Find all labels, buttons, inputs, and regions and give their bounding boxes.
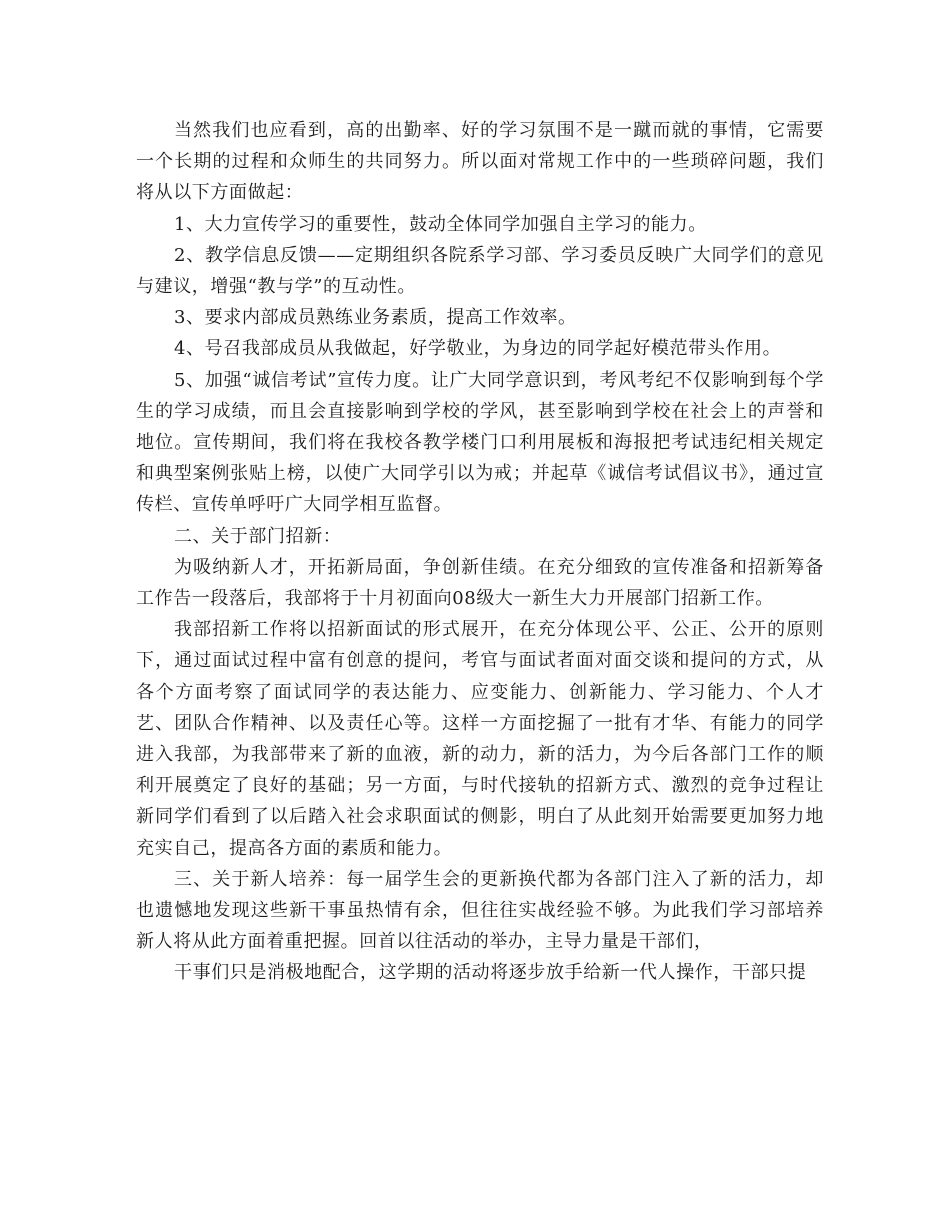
paragraph-training: 三、关于新人培养：每一届学生会的更新换代都为各部门注入了新的活力，却也遗憾地发现这些新干事虽热情有余，但往往实战经验不够。为此我们学习部培养新人将从此方面着重把握。回首以往活动的举办，主导力量是干部们， [136, 868, 824, 953]
paragraph-recruitment-detail: 我部招新工作将以招新面试的形式展开，在充分体现公平、公正、公开的原则下，通过面试过程中富有创意的提问，考官与面试者面对面交谈和提问的方式，从各个方面考察了面试同学的表达能力、应变能力、创新能力、学习能力、个人才艺、团队合作精神、以及责任心等。这样一方面挖掘了一批有才华、有能力的同学进入我部，为我部带来了新的血液，新的动力，新的活力，为今后各部门工作的顺利开展奠定了良好的基础；另一方面，与时代接轨的招新方式、激烈的竞争过程让新同学们看到了以后踏入社会求职面试的侧影，明白了从此刻开始需要更加努力地充实自己，提高各方面的素质和能力。 [136, 619, 824, 859]
paragraph-training-continued: 干事们只是消极地配合，这学期的活动将逐步放手给新一代人操作，干部只提 [174, 962, 807, 984]
paragraph-intro: 当然我们也应看到，高的出勤率、好的学习氛围不是一蹴而就的事情，它需要一个长期的过程和众师生的共同努力。所以面对常规工作中的一些琐碎问题，我们将从以下方面做起： [136, 120, 824, 204]
paragraph-item-5: 5、加强“诚信考试”宣传力度。让广大同学意识到，考风考纪不仅影响到每个学生的学习成绩，而且会直接影响到学校的学风，甚至影响到学校在社会上的声誉和地位。宣传期间，我们将在我校各教学楼门口利用展板和海报把考试违纪相关规定和典型案例张贴上榜，以使广大同学引以为戒；并起草《诚信考试倡议书》，通过宣传栏、宣传单呼吁广大同学相互监督。 [136, 369, 824, 516]
paragraph-item-3: 3、要求内部成员熟练业务素质，提高工作效率。 [174, 307, 577, 329]
paragraph-item-1: 1、大力宣传学习的重要性，鼓动全体同学加强自主学习的能力。 [174, 213, 707, 235]
document-body [136, 115, 824, 989]
paragraph-item-2: 2、教学信息反馈——定期组织各院系学习部、学习委员反映广大同学们的意见与建议，增强“教与学”的互动性。 [136, 244, 824, 298]
section-heading-recruitment: 二、关于部门招新： [174, 525, 342, 547]
paragraph-recruitment-intro: 为吸纳新人才，开拓新局面，争创新佳绩。在充分细致的宣传准备和招新筹备工作告一段落后，我部将于十月初面向08级大一新生大力开展部门招新工作。 [136, 556, 824, 610]
paragraph-item-4: 4、号召我部成员从我做起，好学敬业，为身边的同学起好模范带头作用。 [174, 338, 782, 360]
